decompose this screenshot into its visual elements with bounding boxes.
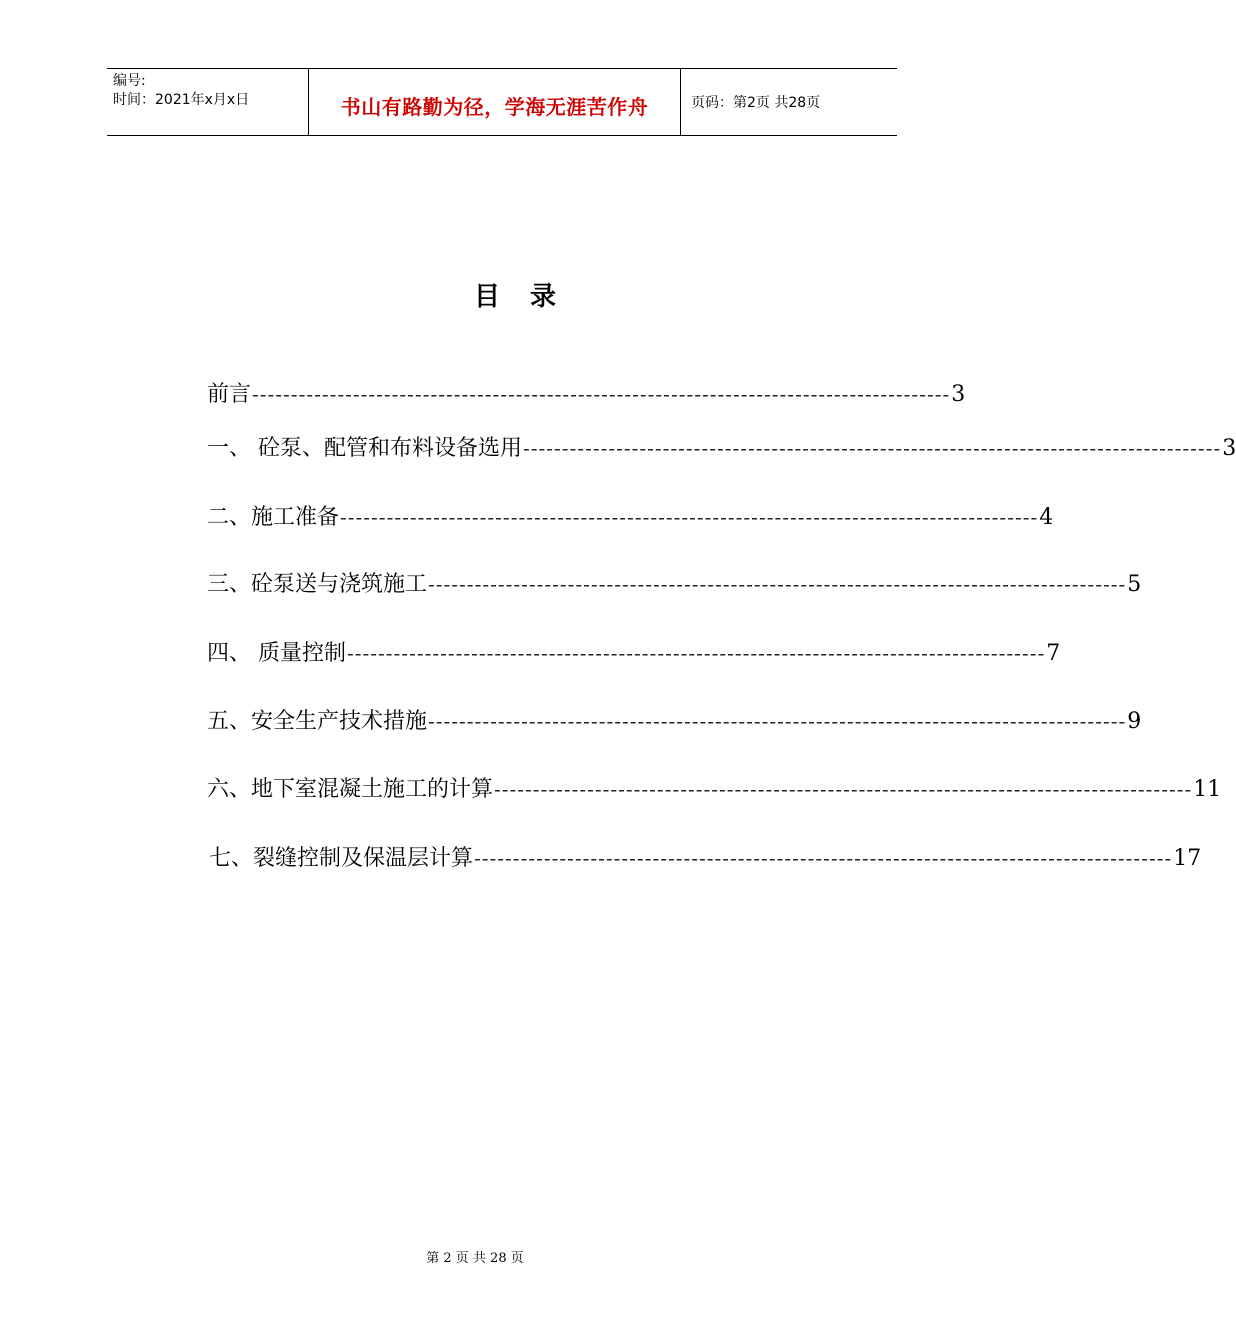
toc-entry-page: 17: [1173, 846, 1202, 871]
toc-entry-page: 3: [1222, 436, 1236, 461]
header-page-info: 页码：第2页 共28页: [691, 95, 821, 111]
toc-entry[interactable]: [207, 569, 1142, 600]
toc-entry-page: 11: [1193, 777, 1222, 802]
toc-entry-page: 9: [1127, 709, 1142, 734]
toc-entry-label: 七、裂缝控制及保温层计算: [209, 846, 474, 871]
toc-entry[interactable]: [207, 638, 1061, 669]
toc-entry-label: 二、施工准备: [207, 505, 340, 530]
document-number-label: 编号:: [113, 73, 146, 89]
toc-dot-leader: ------------------------------------------------------------------------------------------: [474, 846, 1173, 870]
header-motto: 书山有路勤为径，学海无涯苦作舟: [340, 95, 649, 119]
toc-entry-page: 5: [1127, 572, 1142, 597]
toc-dot-leader: ------------------------------------------------------------------------------------------: [428, 709, 1127, 733]
document-date-label: 时间：2021年x月x日: [113, 92, 250, 108]
toc-dot-leader: ------------------------------------------------------------------------------------------: [428, 572, 1127, 596]
page-title: 目录: [473, 282, 586, 312]
toc-entry-label: 三、砼泵送与浇筑施工: [207, 572, 428, 597]
toc-entry[interactable]: [207, 379, 966, 410]
toc-entry[interactable]: [209, 843, 1202, 874]
toc-entry-label: 前言: [207, 382, 252, 407]
toc-entry[interactable]: [207, 502, 1054, 533]
toc-entry-label: 一、 砼泵、配管和布料设备选用: [207, 436, 522, 461]
toc-dot-leader: ------------------------------------------------------------------------------------------: [347, 641, 1046, 665]
toc-dot-leader: ------------------------------------------------------------------------------------------: [523, 436, 1222, 460]
toc-dot-leader: ------------------------------------------------------------------------------------------: [494, 777, 1193, 801]
toc-entry-page: 3: [951, 382, 966, 407]
toc-entry[interactable]: [207, 433, 1236, 464]
toc-entry-label: 六、地下室混凝土施工的计算: [207, 777, 494, 802]
toc-entry-page: 4: [1039, 505, 1054, 530]
toc-entry[interactable]: [207, 774, 1222, 805]
toc-dot-leader: ------------------------------------------------------------------------------------------: [340, 505, 1039, 529]
toc-entry[interactable]: [207, 706, 1142, 737]
toc-entry-label: 五、安全生产技术措施: [207, 709, 428, 734]
toc-entry-label: 四、 质量控制: [207, 641, 346, 666]
page-footer: 第 2 页 共 28 页: [426, 1251, 524, 1266]
toc-dot-leader: ------------------------------------------------------------------------------------------: [252, 382, 951, 406]
toc-entry-page: 7: [1046, 641, 1061, 666]
